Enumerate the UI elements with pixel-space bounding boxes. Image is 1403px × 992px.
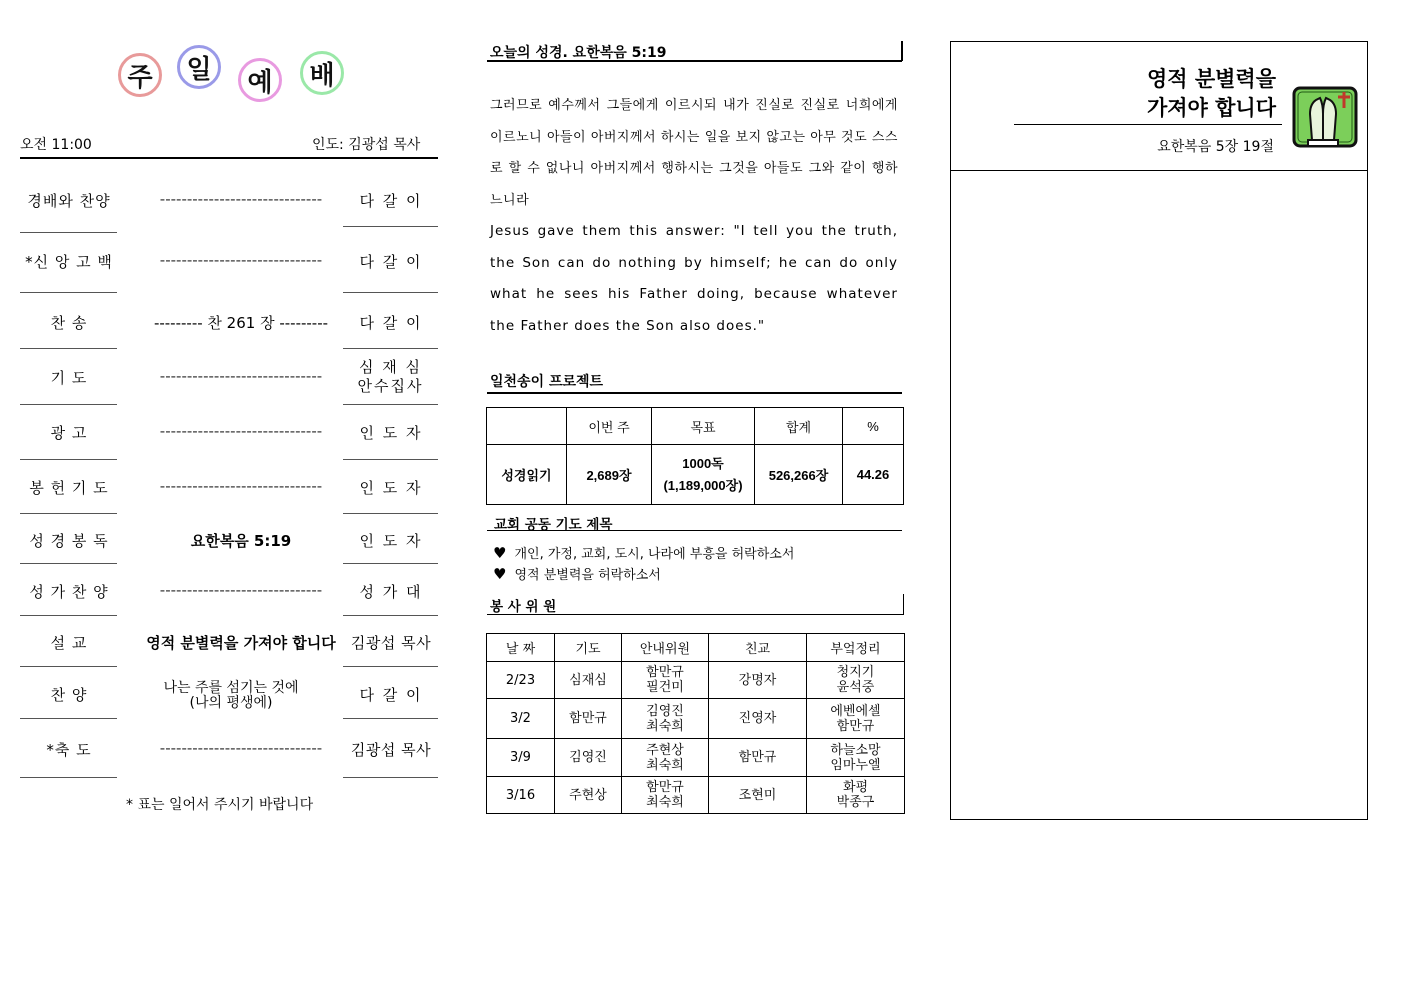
order-name: 봉 헌 기 도 <box>29 479 109 497</box>
divider <box>20 718 117 719</box>
service-table <box>486 633 905 814</box>
divider <box>343 459 438 460</box>
fellowship-cell: 진영자 <box>709 699 807 739</box>
order-detail: ------------------------------ <box>159 422 323 440</box>
table-header-empty <box>487 408 567 445</box>
title-char-4: 배 <box>300 51 344 95</box>
kitchen-name: 함만규 <box>836 718 875 734</box>
divider <box>20 777 117 778</box>
order-leader: 다 갈 이 <box>359 686 423 704</box>
scripture-title: 오늘의 성경. 요한복음 5:19 <box>490 45 667 61</box>
order-leader: 인 도 자 <box>359 424 423 442</box>
title-char-3: 예 <box>238 58 282 102</box>
divider <box>20 563 117 564</box>
divider <box>343 226 438 227</box>
kitchen-name: 임마누엘 <box>830 757 881 773</box>
divider <box>20 404 117 405</box>
divider <box>343 666 438 667</box>
service-time: 오전 11:00 <box>20 137 92 153</box>
table-row <box>487 777 905 814</box>
prayer-text: 개인, 가정, 교회, 도시, 나라에 부흥을 허락하소서 <box>514 547 795 562</box>
usher-cell <box>622 739 709 777</box>
prayer-cell: 주현상 <box>555 777 622 814</box>
fellowship-cell: 조현미 <box>709 777 807 814</box>
order-name: 성 가 찬 양 <box>29 583 109 601</box>
date-cell: 3/9 <box>487 739 555 777</box>
table-cell: 2,689장 <box>567 445 652 505</box>
usher-name: 최숙희 <box>646 757 684 773</box>
prayer-text: 영적 분별력을 허락하소서 <box>514 568 661 583</box>
prayer-cell: 김영진 <box>555 739 622 777</box>
sermon-notes-box <box>950 41 1368 820</box>
sermon-heading-line1: 영적 분별력을 <box>1146 67 1276 91</box>
scripture-rule <box>487 60 902 62</box>
prayer-title: 교회 공동 기도 제목 <box>494 517 613 533</box>
usher-name: 함만규 <box>646 665 684 680</box>
goal-count: 1000독 <box>682 455 724 471</box>
kitchen-cell <box>807 739 905 777</box>
order-row <box>20 477 438 507</box>
table-cell: 526,266장 <box>755 445 843 505</box>
usher-cell <box>622 699 709 739</box>
table-header: % <box>843 408 904 445</box>
service-rule-tick <box>903 594 904 615</box>
table-cell: 44.26 <box>843 445 904 505</box>
order-name: 성 경 봉 독 <box>29 532 109 550</box>
order-name: 찬 양 <box>50 686 88 704</box>
service-leader: 인도: 김광섭 목사 <box>312 137 421 153</box>
divider <box>343 718 438 719</box>
sermon-heading-line2: 가져야 합니다 <box>1146 96 1276 120</box>
divider <box>343 404 438 405</box>
order-name: *신 앙 고 백 <box>25 253 113 271</box>
order-name: 설 교 <box>50 634 88 652</box>
table-header: 합계 <box>755 408 843 445</box>
usher-name: 필건미 <box>646 680 684 695</box>
table-header: 이번 주 <box>567 408 652 445</box>
divider <box>343 777 438 778</box>
scripture-rule-tick <box>901 41 903 61</box>
order-detail: ------------------------------ <box>159 251 323 269</box>
hymn-title: 나는 주를 섬기는 것에 <box>163 680 299 696</box>
order-name: 찬 송 <box>50 314 88 332</box>
table-cell <box>652 445 755 505</box>
service-committee-title: 봉 사 위 원 <box>490 599 557 615</box>
prayer-item <box>493 564 661 583</box>
divider <box>343 348 438 349</box>
usher-name: 주현상 <box>646 742 684 758</box>
kitchen-name: 박종구 <box>836 795 875 810</box>
kitchen-cell <box>807 777 905 814</box>
divider <box>343 615 438 616</box>
usher-cell <box>622 662 709 699</box>
title-char-2: 일 <box>177 45 221 89</box>
divider <box>20 232 117 233</box>
kitchen-cell <box>807 662 905 699</box>
date-cell: 2/23 <box>487 662 555 699</box>
usher-name: 김영진 <box>646 703 684 719</box>
order-row <box>20 530 438 560</box>
order-leader: 다 갈 이 <box>359 253 423 271</box>
divider <box>20 666 117 667</box>
prayer-rule <box>487 530 902 531</box>
kitchen-name: 청지기 <box>836 665 875 680</box>
order-leader: 인 도 자 <box>359 532 423 550</box>
usher-name: 최숙희 <box>646 718 684 734</box>
header-rule <box>20 157 438 159</box>
order-detail: --------- 찬 261 장 --------- <box>153 314 329 332</box>
divider <box>20 513 117 514</box>
standing-footnote: * 표는 일어서 주시기 바랍니다 <box>126 797 314 813</box>
usher-cell <box>622 777 709 814</box>
prayer-cell: 함만규 <box>555 699 622 739</box>
table-header: 친교 <box>709 634 807 662</box>
project-table <box>486 407 904 505</box>
table-header: 부엌정리 <box>807 634 905 662</box>
date-cell: 3/16 <box>487 777 555 814</box>
order-detail: ------------------------------ <box>159 739 323 757</box>
sermon-header-rule <box>950 170 1368 171</box>
project-rule <box>487 392 902 394</box>
divider <box>20 348 117 349</box>
order-detail: 요한복음 5:19 <box>190 532 292 550</box>
order-row <box>20 190 438 220</box>
order-leader: 다 갈 이 <box>359 314 423 332</box>
order-name: 경배와 찬양 <box>27 192 111 210</box>
order-row <box>20 312 438 342</box>
verse-english: Jesus gave them this answer: "I tell you the truth, the Son can do nothing by himself; he can do only what he sees his Father doing, because whatever the Father does the Son also does." <box>490 223 898 334</box>
hymn-subtitle: (나의 평생에) <box>189 695 273 711</box>
sermon-title: 영적 분별력을 가져야 합니다 <box>146 634 336 652</box>
table-header: 목표 <box>652 408 755 445</box>
order-leader: 다 갈 이 <box>359 192 423 210</box>
divider <box>20 615 117 616</box>
kitchen-name: 하늘소망 <box>830 742 881 758</box>
title-char-1: 주 <box>118 53 162 97</box>
date-cell: 3/2 <box>487 699 555 739</box>
kitchen-cell <box>807 699 905 739</box>
prayer-item <box>493 543 794 562</box>
table-row <box>487 699 905 739</box>
order-detail: ------------------------------ <box>159 477 323 495</box>
order-row <box>20 422 438 452</box>
order-leader-title: 안수집사 <box>357 377 424 395</box>
prayer-cell: 심재심 <box>555 662 622 699</box>
table-header: 날 짜 <box>487 634 555 662</box>
sermon-heading-rule <box>1014 124 1282 125</box>
order-detail: ------------------------------ <box>159 190 323 208</box>
order-row <box>20 251 438 281</box>
divider <box>343 513 438 514</box>
fellowship-cell: 강명자 <box>709 662 807 699</box>
fellowship-cell: 함만규 <box>709 739 807 777</box>
order-name: 기 도 <box>50 369 88 387</box>
table-header: 기도 <box>555 634 622 662</box>
table-header: 안내위원 <box>622 634 709 662</box>
goal-pages: (1,189,000장) <box>663 477 743 493</box>
verse-korean: 그러므로 예수께서 그들에게 이르시되 내가 진실로 진실로 너희에게 이르노니 아들이 아버지께서 하시는 일을 보지 않고는 아무 것도 스스로 할 수 없나니 아버지께서 행하시는 그것을 아들도 그와 같이 행하느니라 <box>490 98 898 208</box>
order-detail: ------------------------------ <box>159 581 323 599</box>
kitchen-name: 에벤에셀 <box>830 703 881 719</box>
order-row <box>20 581 438 611</box>
project-title: 일천송이 프로젝트 <box>490 374 604 390</box>
order-leader: 성 가 대 <box>359 583 423 601</box>
sermon-reference: 요한복음 5장 19절 <box>1157 139 1274 155</box>
order-leader: 김광섭 목사 <box>350 634 432 652</box>
order-leader: 김광섭 목사 <box>350 741 432 759</box>
order-row <box>20 739 438 769</box>
heart-icon: ♥ <box>493 544 507 562</box>
order-name: *축 도 <box>46 741 92 759</box>
kitchen-name: 윤석중 <box>836 680 875 695</box>
divider <box>20 292 117 293</box>
order-leader: 심 재 심 <box>358 358 422 376</box>
kitchen-name: 화평 <box>842 780 869 795</box>
praying-hands-icon <box>1290 84 1360 150</box>
heart-icon: ♥ <box>493 565 507 583</box>
order-leader: 인 도 자 <box>359 479 423 497</box>
divider <box>343 563 438 564</box>
usher-name: 함만규 <box>646 780 684 795</box>
table-row-label: 성경읽기 <box>487 445 567 505</box>
divider <box>20 459 117 460</box>
order-row <box>20 632 438 662</box>
order-detail: ------------------------------ <box>159 367 323 385</box>
order-name: 광 고 <box>50 424 88 442</box>
service-rule <box>487 614 903 615</box>
table-row <box>487 662 905 699</box>
usher-name: 최숙희 <box>646 795 684 810</box>
table-row <box>487 739 905 777</box>
divider <box>343 292 438 293</box>
